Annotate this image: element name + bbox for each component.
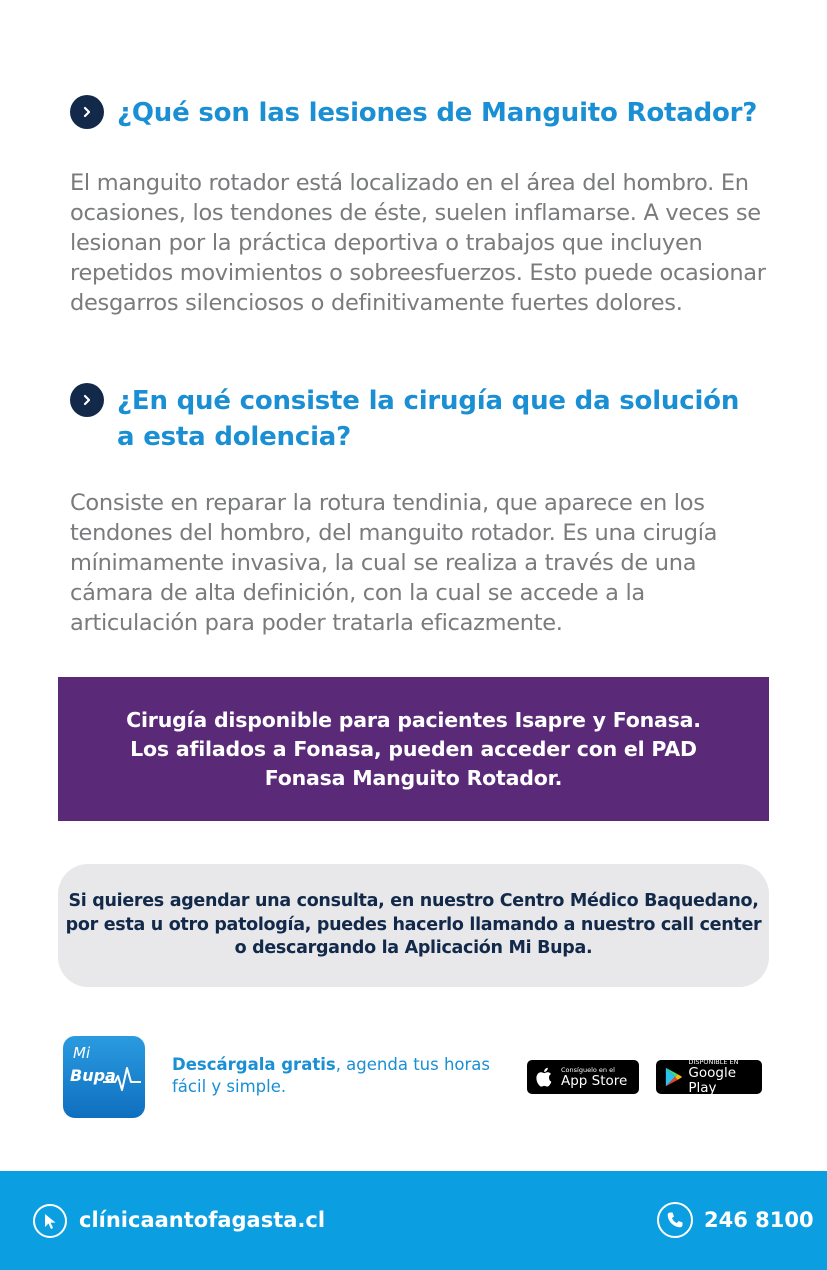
app-store-big: App Store (561, 1072, 628, 1089)
mi-bupa-app-icon[interactable] (63, 1036, 145, 1118)
section1-heading-row (70, 95, 757, 131)
heartbeat-icon (103, 1066, 141, 1092)
section2-heading (117, 383, 739, 455)
info-line1: Si quieres agendar una consulta, en nuestro Centro Médico Baquedano, (68, 891, 759, 912)
google-play-big: Google Play (688, 1065, 736, 1096)
section2-heading-line2: a esta dolencia? (117, 422, 352, 452)
phone-icon (657, 1202, 693, 1238)
section2-heading-row (70, 383, 739, 455)
footer-bar (0, 1171, 827, 1270)
coverage-line3: Fonasa Manguito Rotador. (264, 765, 563, 790)
section2-heading-line1: ¿En qué consiste la cirugía que da solución (117, 386, 740, 416)
appointment-info-box (58, 864, 769, 987)
info-line3: o descargando la Aplicación Mi Bupa. (234, 938, 593, 959)
app-icon-mi: Mi (73, 1044, 91, 1062)
coverage-line2: Los afilados a Fonasa, pueden acceder con el PAD (130, 736, 697, 761)
app-icon-bupa: Bupa (70, 1066, 116, 1085)
cursor-click-icon (33, 1204, 67, 1238)
appointment-info-text (66, 890, 762, 961)
section1-heading: ¿Qué son las lesiones de Manguito Rotador? (117, 98, 758, 128)
app-promo-text (172, 1054, 502, 1098)
section1-body: El manguito rotador está localizado en el área del hombro. En ocasiones, los tendones de éste, suelen inflamarse. A veces se lesionan por la práctica deportiva o trabajos que incluyen repetidos movimientos o sobreesfuerzos. Esto puede ocasionar desgarros silenciosos o definitivamente fuertes dolores. (70, 170, 766, 316)
chevron-right-icon (70, 383, 104, 417)
coverage-line1: Cirugía disponible para pacientes Isapre y Fonasa. (126, 707, 701, 732)
phone-number[interactable]: 246 8100 (704, 1208, 814, 1232)
apple-icon (535, 1066, 555, 1088)
chevron-right-icon (70, 95, 104, 129)
coverage-banner (58, 677, 769, 821)
google-play-button[interactable] (656, 1060, 762, 1094)
section2-body: Consiste en reparar la rotura tendinia, que aparece en los tendones del hombro, del manguito rotador. Es una cirugía mínimamente invasiva, la cual se realiza a través de una cámara de alta definición, con la cual se accede a la articulación para poder tratarla eficazmente. (70, 490, 718, 636)
google-play-small: DISPONIBLE EN (688, 1058, 739, 1066)
promo-line2: fácil y simple. (172, 1077, 287, 1096)
app-store-button[interactable] (527, 1060, 639, 1094)
google-play-icon (664, 1066, 682, 1088)
info-line2: por esta u otro patología, puedes hacerlo llamando a nuestro call center (65, 914, 762, 935)
app-store-small: Consíguelo en el (561, 1065, 615, 1074)
coverage-text (126, 706, 701, 793)
promo-bold: Descárgala gratis (172, 1055, 336, 1074)
promo-rest: , agenda tus horas (335, 1055, 491, 1074)
website-link[interactable]: clínicaantofagasta.cl (79, 1208, 326, 1232)
